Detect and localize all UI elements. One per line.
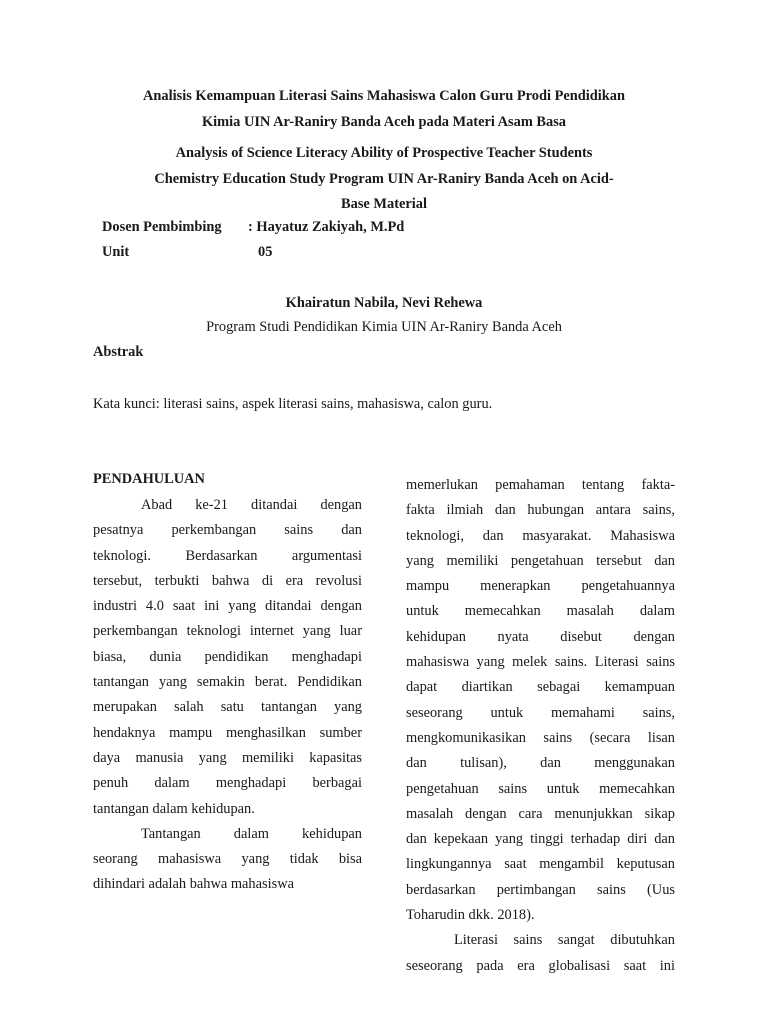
body-text-line: kehidupan nyata disebut dengan <box>406 628 675 645</box>
body-text-line: Literasi sains sangat dibutuhkan <box>454 932 675 949</box>
body-text-line: tantangan dalam kehidupan. <box>93 800 255 817</box>
keywords: Kata kunci: literasi sains, aspek literasi sains, mahasiswa, calon guru. <box>93 396 493 412</box>
unit-label: Unit <box>102 244 130 260</box>
body-text-line: Abad ke-21 ditandai dengan <box>141 497 362 513</box>
body-text-line: hendaknya mampu menghasilkan sumber <box>93 724 362 741</box>
body-text-line: mengkomunikasikan sains (secara lisan <box>406 729 675 746</box>
body-text-line: seseorang untuk memahami sains, <box>406 704 675 721</box>
body-text-line: dihindari adalah bahwa mahasiswa <box>93 876 294 893</box>
body-text-line: Tantangan dalam kehidupan <box>141 825 362 842</box>
body-text-line: lingkungannya saat mengambil keputusan <box>406 856 675 873</box>
body-text-line: fakta ilmiah dan hubungan antara sains, <box>406 502 675 519</box>
body-text-line: merupakan salah satu tantangan yang <box>93 699 362 716</box>
title-indonesian <box>0 84 768 135</box>
body-text-line: masalah dengan cara menunjukkan sikap <box>406 805 675 822</box>
body-text-line: pengetahuan sains untuk memecahkan <box>406 780 675 797</box>
body-text-line: teknologi, dan masyarakat. Mahasiswa <box>406 527 675 544</box>
body-text-line: mampu menerapkan pengetahuannya <box>406 578 675 595</box>
body-text-line: Toharudin dkk. 2018). <box>406 907 535 924</box>
title-id-line-2: Kimia UIN Ar-Raniry Banda Aceh pada Materi Asam Basa <box>201 113 567 130</box>
title-id-line-1: Analisis Kemampuan Literasi Sains Mahasiswa Calon Guru Prodi Pendidikan <box>143 88 625 104</box>
authors: Khairatun Nabila, Nevi Rehewa <box>285 295 483 311</box>
body-text-line: industri 4.0 saat ini yang ditandai dengan <box>93 598 362 615</box>
body-text-line: mahasiswa yang melek sains. Literasi sains <box>406 654 675 671</box>
body-text-line: pesatnya perkembangan sains dan <box>93 522 362 539</box>
body-text-line: seseorang pada era globalisasi saat ini <box>406 957 675 974</box>
title-en-line-3: Base Material <box>341 196 427 212</box>
body-text-line: biasa, dunia pendidikan menghadapi <box>93 648 362 665</box>
title-en-line-2: Chemistry Education Study Program UIN Ar-Raniry Banda Aceh on Acid- <box>154 170 614 187</box>
body-text-line: daya manusia yang memiliki kapasitas <box>93 749 362 766</box>
body-text-line: seorang mahasiswa yang tidak bisa <box>93 851 362 868</box>
body-text-line: tantangan yang semakin berat. Pendidikan <box>93 674 362 691</box>
unit-value: 05 <box>258 244 273 260</box>
supervisor-label: Dosen Pembimbing <box>102 219 222 235</box>
abstract-heading: Abstrak <box>93 344 144 360</box>
title-en-line-1: Analysis of Science Literacy Ability of Prospective Teacher Students <box>175 145 593 161</box>
body-text-line: penuh dalam menghadapi berbagai <box>93 775 362 792</box>
supervisor-value: : Hayatuz Zakiyah, M.Pd <box>248 219 405 235</box>
body-text-line: yang memiliki pengetahuan tersebut dan <box>406 552 675 569</box>
body-text-line: dan kepekaan yang tinggi terhadap diri dan <box>406 831 675 848</box>
body-text-line: perkembangan teknologi internet yang luar <box>93 623 362 640</box>
body-text-line: untuk memecahkan masalah dalam <box>406 603 675 620</box>
body-text-line: berdasarkan pertimbangan sains (Uus <box>406 881 675 898</box>
body-column-left <box>93 493 362 898</box>
section-heading: PENDAHULUAN <box>93 471 205 487</box>
body-text-line: tersebut, terbukti bahwa di era revolusi <box>93 572 362 589</box>
affiliation: Program Studi Pendidikan Kimia UIN Ar-Raniry Banda Aceh <box>206 319 562 335</box>
body-text-line: dapat diartikan sebagai kemampuan <box>406 679 675 696</box>
title-english <box>0 141 768 218</box>
body-column-right <box>406 473 675 979</box>
body-text-line: dan tulisan), dan menggunakan <box>406 755 675 772</box>
body-text-line: teknologi. Berdasarkan argumentasi <box>93 547 362 564</box>
body-text-line: memerlukan pemahaman tentang fakta- <box>406 477 675 493</box>
